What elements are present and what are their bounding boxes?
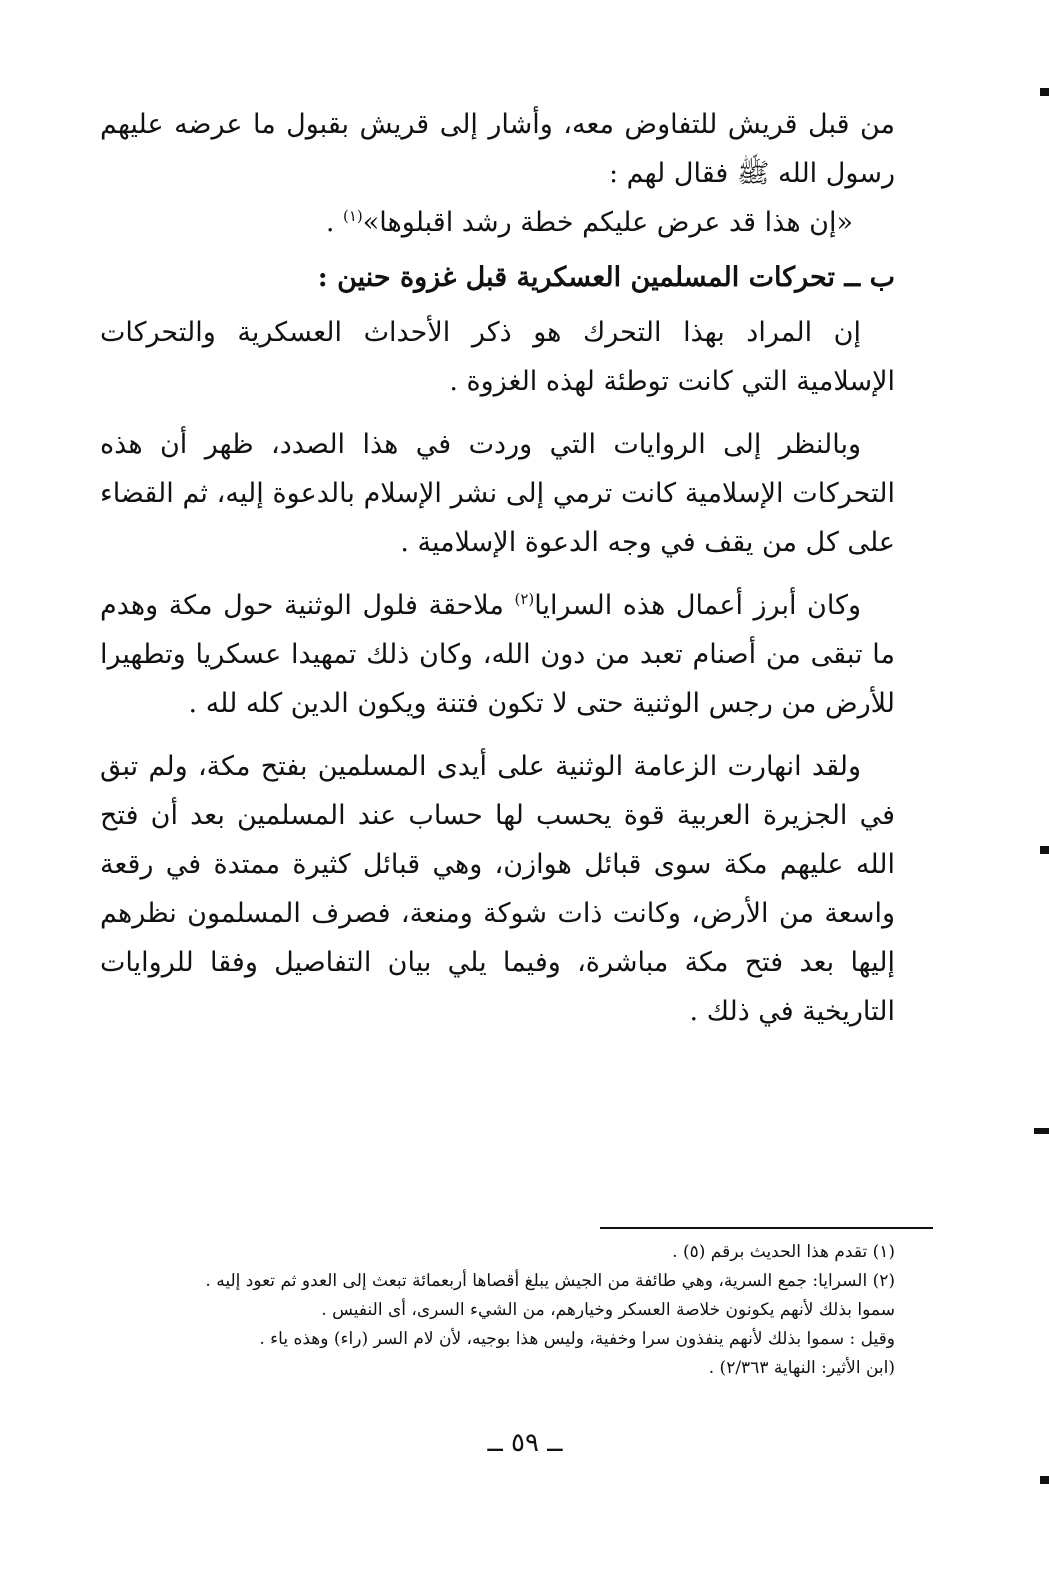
paragraph-4-start: وكان أبرز أعمال هذه السرايا [534,590,861,621]
page-number: ــ ٥٩ ــ [487,1428,563,1458]
footnote-1: (١) تقدم هذا الحديث برقم (٥) . [672,1242,895,1262]
edge-mark [1040,88,1049,96]
edge-mark [1034,1128,1049,1134]
section-heading: ب ــ تحركات المسلمين العسكرية قبل غزوة حنين : [317,262,895,293]
footnote-2-line-2: سموا بذلك لأنهم يكونون خلاصة العسكر وخيارهم، من الشيء السرى، أى النفيس . [321,1300,895,1320]
quote [100,198,895,247]
quote-end: . [325,207,343,238]
footnote-2-line-3: وقيل : سموا بذلك لأنهم ينفذون سرا وخفية، وليس هذا بوجيه، لأن لام السر (راء) وهذه ياء . [259,1329,895,1349]
paragraph-3: وبالنظر إلى الروايات التي وردت في هذا الصدد، ظهر أن هذه التحركات الإسلامية كانت ترمي إلى نشر الإسلام بالدعوة إليه، ثم القضاء على كل من يقف في وجه الدعوة الإسلامية . [100,429,895,558]
footnotes [200,1238,895,1383]
edge-mark [1040,1476,1049,1484]
quote-text: «إن هذا قد عرض عليكم خطة رشد اقبلوها» [362,207,853,238]
main-text [100,100,895,1036]
footnote-ref-2: (٢) [514,590,535,608]
footnote-2: (٢) السرايا: جمع السرية، وهي طائفة من الجيش يبلغ أقصاها أربعمائة تبعث إلى العدو ثم تعود إليه . [205,1271,895,1291]
paragraph-5: ولقد انهارت الزعامة الوثنية على أيدى المسلمين بفتح مكة، ولم تبق في الجزيرة العربية قوة يحسب لها حساب عند المسلمين بعد أن فتح الله عليهم مكة سوى قبائل هوازن، وهي قبائل كثيرة ممتدة في رقعة واسعة من الأرض، وكانت ذات شوكة ومنعة، فصرف المسلمون نظرهم إليها بعد فتح مكة مباشرة، وفيما يلي بيان التفاصيل وفقا للروايات التاريخية في ذلك . [100,751,895,1027]
paragraph-2: إن المراد بهذا التحرك هو ذكر الأحداث العسكرية والتحركات الإسلامية التي كانت توطئة لهذه الغزوة . [100,317,895,397]
paragraph-4 [100,581,895,728]
footnote-2-source: (ابن الأثير: النهاية ٢/٣٦٣) . [708,1358,895,1378]
edge-mark [1040,846,1049,854]
paragraph-4-rest: ملاحقة فلول الوثنية حول مكة وهدم ما تبقى من أصنام تعبد من دون الله، وكان ذلك تمهيدا عسكريا وتطهيرا للأرض من رجس الوثنية حتى لا تكون فتنة ويكون الدين كله لله . [100,590,895,719]
footnote-ref-1: (١) [343,207,363,225]
paragraph-1: من قبل قريش للتفاوض معه، وأشار إلى قريش بقبول ما عرضه عليهم رسول الله ﷺ فقال لهم : [100,109,895,189]
footnote-separator [600,1227,933,1229]
